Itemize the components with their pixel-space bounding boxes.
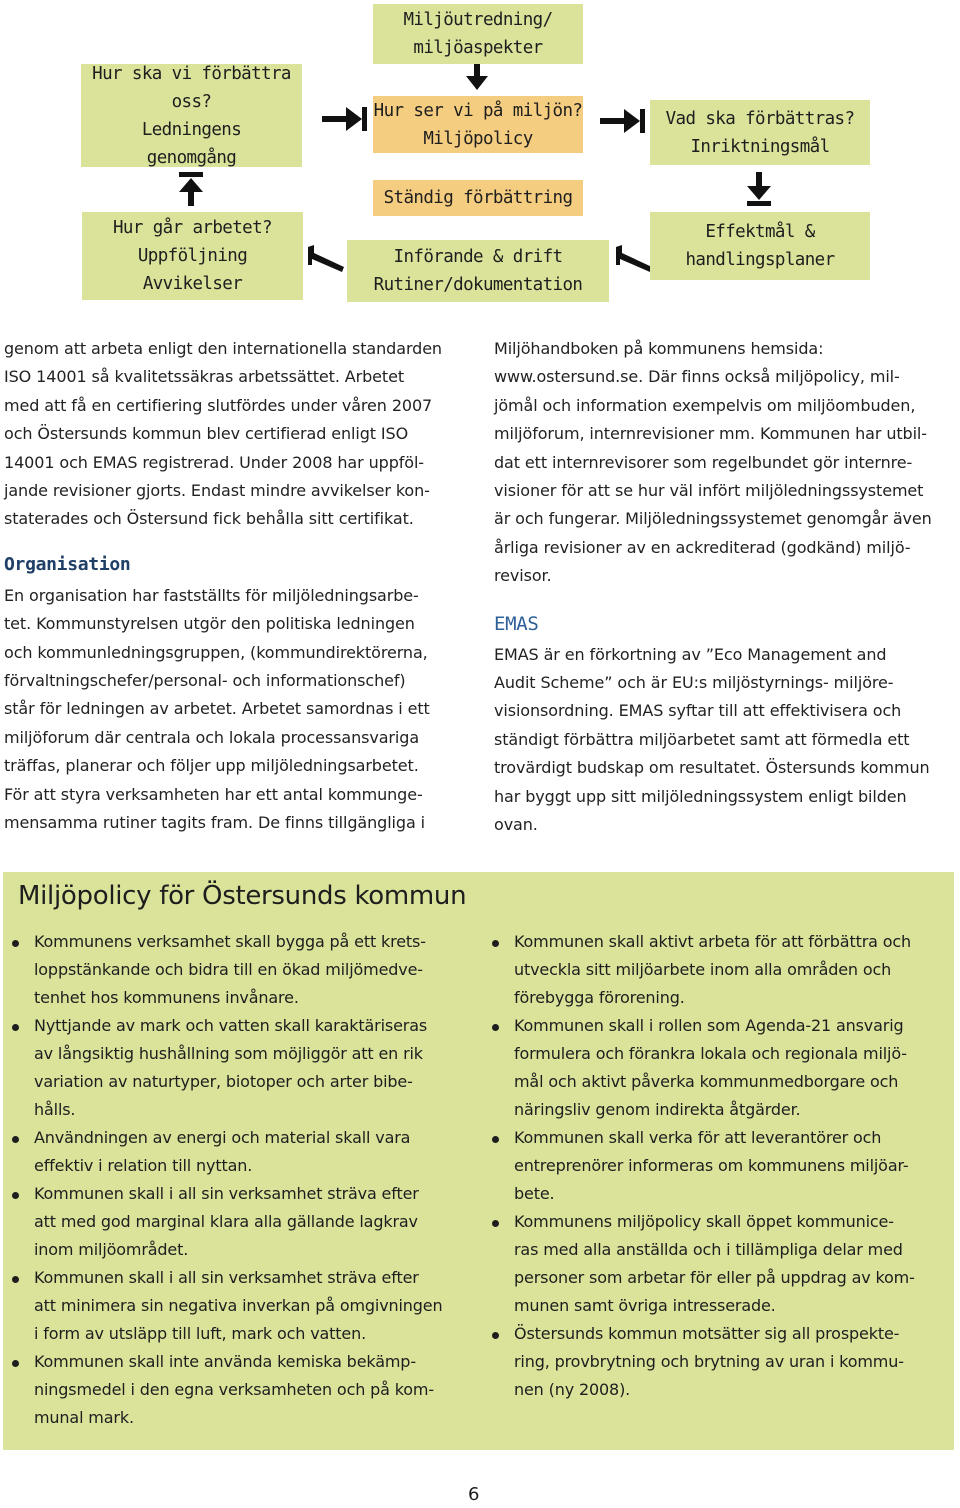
policy-item-line: effektiv i relation till nyttan. [34, 1156, 253, 1175]
policy-item [486, 1320, 951, 1404]
policy-item-line: ras med alla anställda och i tillämpliga delar med [514, 1240, 903, 1259]
text-line: trovärdigt budskap om resultatet. Östersunds kommun [494, 758, 930, 778]
policy-item-line: entreprenörer informeras om kommunens miljöar- [514, 1156, 909, 1175]
arrow-down-icon [465, 64, 489, 92]
text-line: årliga revisioner av en ackrediterad (godkänd) miljö- [494, 537, 911, 557]
diagram-box-miljopolicy [373, 96, 583, 153]
text-line: ovan. [494, 815, 538, 835]
policy-item-line: att minimera sin negativa inverkan på omgivningen [34, 1296, 443, 1315]
box-line: handlingsplaner [685, 250, 835, 270]
policy-item [486, 1012, 951, 1124]
policy-item-line: Kommunen skall i rollen som Agenda-21 ansvarig [514, 1016, 904, 1035]
text-line: förvaltningschefer/personal- och informationschef) [4, 671, 406, 691]
policy-item-line: Kommunen skall inte använda kemiska bekämp- [34, 1352, 416, 1371]
policy-item-line: formulera och förankra lokala och regionala miljö- [514, 1044, 907, 1063]
box-line: Hur ser vi på miljön? [373, 100, 583, 121]
policy-item-line: Kommunen skall aktivt arbeta för att förbättra och [514, 932, 912, 951]
policy-item-line: utveckla sitt miljöarbete inom alla områden och [514, 960, 892, 979]
box-line: genomgång [146, 147, 237, 168]
right-para-2 [494, 641, 954, 840]
text-line: ISO 14001 så kvalitetssäkras arbetssättet. Arbetet [4, 367, 405, 387]
policy-item-line: hålls. [34, 1100, 76, 1119]
box-line: Inriktningsmål [690, 136, 830, 157]
policy-item-line: näringsliv genom indirekta åtgärder. [514, 1100, 801, 1119]
text-line: och kommunledningsgruppen, (kommundirektörerna, [4, 642, 428, 662]
box-line: Uppföljning [137, 246, 248, 266]
policy-item [6, 928, 476, 1012]
text-line: miljöforum, internrevisioner mm. Kommunen har utbil- [494, 424, 927, 444]
text-line: ständigt förbättra miljöarbetet samt att förmedla ett [494, 729, 910, 749]
policy-item-line: personer som arbetar för eller på uppdrag av kom- [514, 1268, 915, 1287]
right-column [494, 335, 954, 840]
left-para-2 [4, 582, 474, 838]
box-line: Effektmål & [705, 222, 815, 242]
text-line: www.ostersund.se. Där finns också miljöpolicy, mil- [494, 367, 900, 387]
policy-list-left [6, 928, 476, 1432]
text-line: har byggt upp sitt miljöledningssystem enligt bilden [494, 786, 907, 806]
policy-list-right [486, 928, 951, 1404]
text-line: träffas, planerar och följer upp miljöledningsarbetet. [4, 756, 419, 776]
text-line: En organisation har fastställts för miljöledningsarbe- [4, 585, 419, 605]
text-line: Miljöhandboken på kommunens hemsida: [494, 339, 824, 358]
policy-item [6, 1180, 476, 1264]
text-line: jande revisioner gjorts. Endast mindre avvikelser kon- [4, 481, 430, 501]
heading-emas: EMAS [494, 612, 539, 635]
text-line: tet. Kommunstyrelsen utgör den politiska ledningen [4, 614, 415, 634]
arrow-right-icon [322, 104, 370, 134]
policy-item-line: munal mark. [34, 1408, 134, 1427]
policy-title: Miljöpolicy för Östersunds kommun [18, 881, 467, 911]
policy-item-line: i form av utsläpp till luft, mark och vatten. [34, 1324, 367, 1343]
policy-item-line: förebygga förorening. [514, 988, 685, 1007]
arrow-diagonal-icon [614, 243, 654, 273]
policy-item-line: Östersunds kommun motsätter sig all prospekte- [514, 1324, 900, 1343]
box-line: Vad ska förbättras? [665, 108, 855, 129]
cycle-label: Ständig förbättring [373, 180, 583, 216]
text-line: visionsordning. EMAS syftar till att effektivisera och [494, 701, 902, 721]
arrow-down-icon [745, 172, 773, 206]
box-line: Miljöutredning/ [403, 10, 553, 30]
policy-item-line: munen samt övriga intresserade. [514, 1296, 776, 1315]
policy-item-line: ningsmedel i den egna verksamheten och på kom- [34, 1380, 434, 1399]
policy-item [6, 1012, 476, 1124]
policy-item [6, 1124, 476, 1180]
policy-item-line: Kommunens miljöpolicy skall öppet kommunice- [514, 1212, 894, 1231]
policy-item-line: Kommunens verksamhet skall bygga på ett krets- [34, 932, 426, 951]
policy-item-line: mål och aktivt påverka kommunmedborgare och [514, 1072, 899, 1091]
box-line: Hur går arbetet? [113, 218, 272, 238]
box-line: Införande & drift [393, 247, 563, 267]
arrow-diagonal-icon [306, 243, 346, 273]
left-para-1 [4, 335, 474, 534]
policy-item-line: Nyttjande av mark och vatten skall karaktäriseras [34, 1016, 428, 1035]
policy-item-line: inom miljöområdet. [34, 1240, 189, 1259]
box-line: Miljöpolicy [423, 128, 533, 149]
text-line: och Östersunds kommun blev certifierad enligt ISO [4, 424, 409, 444]
policy-item-line: variation av naturtyper, biotoper och arter bibe- [34, 1072, 413, 1091]
box-line: Avvikelser [142, 274, 243, 294]
box-line: Ledningens [141, 119, 242, 140]
text-line: visioner för att se hur väl infört miljöledningssystemet [494, 481, 924, 501]
policy-item [486, 1124, 951, 1208]
policy-item [486, 928, 951, 1012]
text-line: är och fungerar. Miljöledningssystemet genomgår även [494, 509, 932, 529]
policy-item [486, 1208, 951, 1320]
box-line: Rutiner/dokumentation [373, 275, 583, 295]
text-line: miljöforum där centrala och lokala processansvariga [4, 727, 420, 747]
text-line: står för ledningen av arbetet. Arbetet samordnas i ett [4, 699, 430, 719]
policy-item-line: Kommunen skall verka för att leverantörer och [514, 1128, 882, 1147]
text-line: revisor. [494, 566, 552, 586]
text-line: mensamma rutiner tagits fram. De finns tillgängliga i [4, 813, 425, 833]
text-line: EMAS är en förkortning av ”Eco Management and [494, 644, 887, 664]
text-line: 14001 och EMAS registrerad. Under 2008 har uppföl- [4, 452, 424, 472]
policy-item-line: loppstänkande och bidra till en ökad miljömedve- [34, 960, 423, 979]
right-para-1 [494, 335, 954, 591]
arrow-up-icon [177, 172, 205, 206]
text-line: Audit Scheme” och är EU:s miljöstyrnings- miljöre- [494, 673, 894, 693]
text-line: jömål och information exempelvis om miljöombuden, [494, 395, 916, 415]
policy-item-line: nen (ny 2008). [514, 1380, 631, 1399]
diagram-box-miljoutredning [373, 4, 583, 64]
diagram-box-effektmal [650, 212, 870, 280]
text-line: För att styra verksamheten har ett antal kommunge- [4, 784, 423, 804]
policy-item [6, 1348, 476, 1432]
policy-item-line: tenhet hos kommunens invånare. [34, 988, 299, 1007]
diagram-box-ledningens-genomgang [81, 64, 302, 167]
text-line: med att få en certifiering slutfördes under våren 2007 [4, 395, 433, 415]
policy-item [6, 1264, 476, 1348]
policy-item-line: av långsiktig hushållning som möjliggör att en rik [34, 1044, 423, 1063]
box-line: Hur ska vi förbättra oss? [92, 63, 291, 112]
text-line: staterades och Östersund fick behålla sitt certifikat. [4, 509, 414, 529]
policy-item-line: Kommunen skall i all sin verksamhet sträva efter [34, 1268, 419, 1287]
left-column [4, 335, 474, 838]
arrow-right-icon [600, 106, 648, 136]
text-line: dat ett internrevisorer som regelbundet gör internre- [494, 452, 913, 472]
policy-item-line: Kommunen skall i all sin verksamhet sträva efter [34, 1184, 419, 1203]
page-number: 6 [468, 1484, 480, 1505]
policy-item-line: att med god marginal klara alla gällande lagkrav [34, 1212, 418, 1231]
heading-organisation: Organisation [4, 553, 131, 575]
policy-item-line: Användningen av energi och material skall vara [34, 1128, 411, 1147]
text-line: genom att arbeta enligt den internationella standarden [4, 339, 442, 358]
diagram-box-inforande-drift [347, 240, 609, 302]
diagram-box-inriktningsmal [650, 100, 870, 165]
policy-item-line: bete. [514, 1184, 555, 1203]
policy-item-line: ring, provbrytning och brytning av uran i kommu- [514, 1352, 904, 1371]
diagram-box-uppfoljning [82, 212, 303, 300]
box-line: miljöaspekter [413, 38, 543, 58]
